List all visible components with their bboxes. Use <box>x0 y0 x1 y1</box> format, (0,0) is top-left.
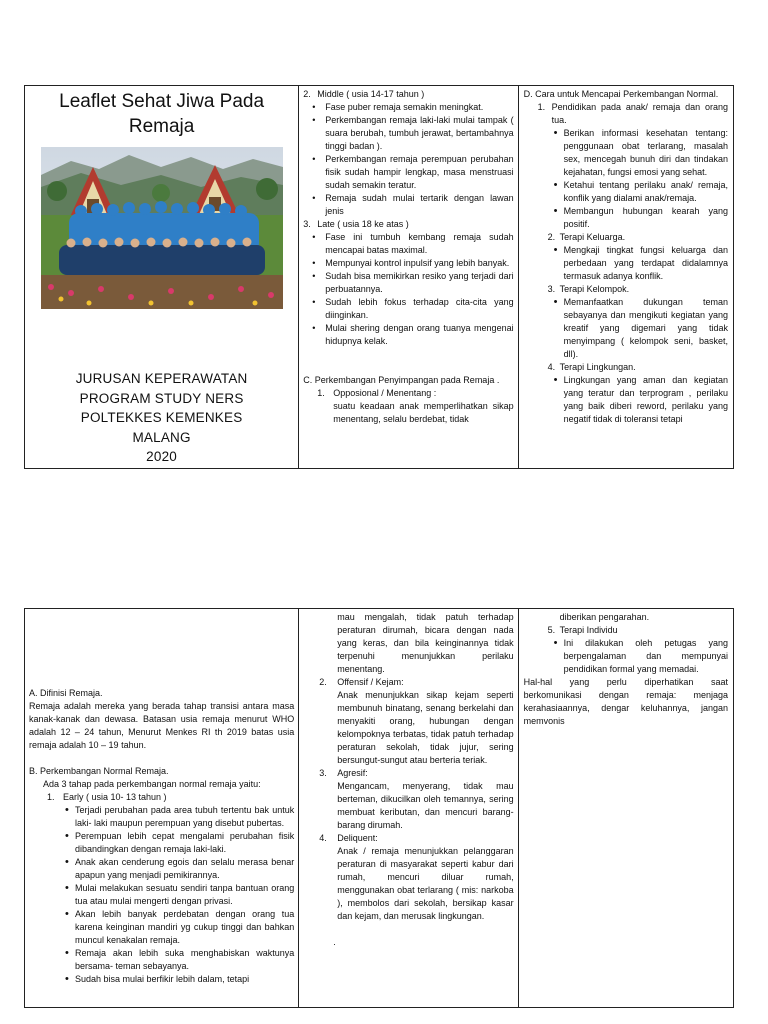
deviation-text: Anak / remaja menunjukkan pelanggaran peraturan di masyarakat seperti kabur dari rumah, mencuri diluar rumah, menggunakan obat terlarang ( mis: narkoba ), membolos dari sekolah, bersikap kasar dan kejam, dan merusak lingkungan. <box>337 846 514 921</box>
list-item: • Perempuan lebih cepat mengalami perubahan fisik dibandingkan dengan remaja laki-laki. <box>65 830 294 856</box>
institution-line: POLTEKKES KEMENKES <box>80 410 243 425</box>
stage-late: 3. Late ( usia 18 ke atas ) • Fase ini tumbuh kembang remaja sudah mencapai batas maximal. • Mempunyai kontrol inpulsif yang lebih banyak. • Sudah bisa memikirkan resiko yang terjadi dari perbuatannya. • Sudah lebih fokus terhadap cita-cita yang diinginkan. • Mulai shering dengan orang tuanya mengenai hidupnya kelak. <box>303 218 513 348</box>
institution-line: PROGRAM STUDY NERS <box>79 390 244 406</box>
panel-normal-development: D. Cara untuk Mencapai Perkembangan Normal. 1. Pendidikan pada anak/ remaja dan orang tua. • Berikan informasi kesehatan tentang: penggunaan obat terlarang, masalah sex, mencegah bunuh diri dan tindakan kejahatan, fungsi emosi yang sehat. • Ketahui tentang perilaku anak/ remaja, konflik yang dialami anak/remaja. • Membangun hubungan kearah yang positif. 2. Terapi Keluarga. • Mengkaji tingkat fungsi keluarga dan perbedaan yang terdapat didalamnya termasuk adanya konflik. 3. Terapi Kelompok. • Memanfaatkan dukungan teman sebayanya dan mengikuti kegiatan yang kreatif yang digemari yang tidak menyimpang ( kelompok seni, basket, dll). 4. Terapi Lingkungan. • Lingkungan yang aman dan kegiatan yang teratur dan terprogram , perilaku yang baik diberi reword, perilaku yang negatif tidak di toleransi tetapi <box>518 86 733 468</box>
cover-title-line: Remaja <box>128 116 195 137</box>
cover-panel <box>25 86 298 468</box>
list-item: • Fase puber remaja semakin meningkat. <box>303 101 513 114</box>
list-item: • Sudah lebih fokus terhadap cita-cita yang diinginkan. <box>303 296 513 322</box>
deviation-text: mau mengalah, tidak patuh terhadap peraturan dirumah, bicara dengan nada yang keras, dan bila keinginannya tidak terpenuhi menunjukkan perilaku menentang. <box>337 612 514 674</box>
deviation-text: suatu keadaan anak memperlihatkan sikap menentang, selalu berdebat, tidak <box>333 401 514 424</box>
list-item: • Ini dilakukan oleh petugas yang berpengalaman dan mempunyai pendidikan formal yang memadai. <box>554 637 728 676</box>
trailing-mark: . <box>333 937 336 947</box>
section-heading: B. Perkembangan Normal Remaja. <box>29 766 169 776</box>
list-item: • Perkembangan remaja perempuan perubahan fisik sudah hampir lengkap, masa menstruasi sudah semakin teratur. <box>303 153 513 192</box>
stage-heading: Late ( usia 18 ke atas ) <box>317 219 409 229</box>
list-item: • Berikan informasi kesehatan tentang: penggunaan obat terlarang, masalah sex, mencegah bunuh diri dan tindakan kejahatan, fungsi emosi yang sehat. <box>554 127 728 179</box>
deviation-text: Anak menunjukkan sikap kejam seperti membunuh binatang, senang berkelahi dan menyakiti orang, hubungan dengan kelompoknya terbatas, tidak patuh terhadap peraturan sekolah, tidak jujur, sering bersungut-sungut atau berteria teriak. <box>337 690 514 765</box>
panel-development-stages-cont: 2. Middle ( usia 14-17 tahun ) • Fase puber remaja semakin meningkat. • Perkembangan remaja laki-laki mulai tampak ( suara berubah, tumbuh jerawat, bertambahnya tinggi badan ). • Perkembangan remaja perempuan perubahan fisik sudah hampir lengkap, masa menstruasi sudah semakin teratur. • Remaja sudah mulai tertarik dengan lawan jenis 3. Late ( usia 18 ke atas ) • Fase ini tumbuh kembang remaja sudah mencapai batas maximal. • Mempunyai kontrol inpulsif yang lebih banyak. • Sudah bisa memikirkan resiko yang terjadi dari perbuatannya. • Sudah lebih fokus terhadap cita-cita yang diinginkan. • Mulai shering dengan orang tuanya mengenai hidupnya kelak. C. Perkembangan Penyimpangan pada Remaja . 1. Opposional / Menentang : suatu keadaan anak memperlihatkan sikap menentang, selalu berdebat, tidak <box>298 86 517 468</box>
list-item: • Akan lebih banyak perdebatan dengan orang tua karena keinginan mandiri yg cukup tinggi dan bahkan muncul kenakalan remaja. <box>65 908 294 947</box>
list-item: • Mengkaji tingkat fungsi keluarga dan perbedaan yang terdapat didalamnya termasuk adanya konflik. <box>554 244 728 283</box>
deviation-text: Mengancam, menyerang, tidak mau berteman, dikucilkan oleh temannya, sering membuat keributan, dan mencuri barang-barang dirumah. <box>337 781 514 830</box>
deviation-heading: Offensif / Kejam: <box>337 677 404 687</box>
institution-line: 2020 <box>146 449 178 464</box>
deviation-heading: Agresif: <box>337 768 368 778</box>
stage-heading: Early ( usia 10- 13 tahun ) <box>63 792 167 802</box>
method-heading: Terapi Kelompok. <box>559 284 630 294</box>
list-item: • Anak akan cenderung egois dan selalu merasa benar apapun yang menjadi pemikirannya. <box>65 856 294 882</box>
deviation-heading: Deliquent: <box>337 833 378 843</box>
stage-middle: 2. Middle ( usia 14-17 tahun ) • Fase puber remaja semakin meningkat. • Perkembangan remaja laki-laki mulai tampak ( suara berubah, tumbuh jerawat, bertambahnya tinggi badan ). • Perkembangan remaja perempuan perubahan fisik sudah hampir lengkap, masa menstruasi sudah semakin teratur. • Remaja sudah mulai tertarik dengan lawan jenis <box>303 88 513 218</box>
definition-text: Remaja adalah mereka yang berada tahap transisi antara masa kanak-kanak dan dewasa. Batasan usia remaja menurut WHO adalah 12 – 24 tahun, Menurut Menkes RI th 2019 batas usia remaja adalah 10 – 19 tahun. <box>29 701 295 750</box>
list-item: • Remaja sudah mulai tertarik dengan lawan jenis <box>303 192 513 218</box>
cover-title-line: Leaflet Sehat Jiwa Pada <box>59 91 265 112</box>
list-item: • Remaja akan lebih suka menghabiskan waktunya bersama- teman sebayanya. <box>65 947 294 973</box>
institution-line: JURUSAN KEPERAWATAN <box>75 371 248 386</box>
method-heading: Terapi Lingkungan. <box>559 362 636 372</box>
method-heading: Terapi Keluarga. <box>559 232 626 242</box>
stages-intro: Ada 3 tahap pada perkembangan normal remaja yaitu: <box>43 779 261 789</box>
list-item: • Sudah bisa memikirkan resiko yang terjadi dari perbuatannya. <box>303 270 513 296</box>
institution-line: MALANG <box>132 429 191 445</box>
method-text: diberikan pengarahan. <box>559 612 650 622</box>
panel-definition: A. Difinisi Remaja. Remaja adalah mereka yang berada tahap transisi antara masa kanak-kanak dan dewasa. Batasan usia remaja menurut WHO adalah 12 – 24 tahun, Menurut Menkes RI th 2019 batas usia remaja adalah 10 – 19 tahun. B. Perkembangan Normal Remaja. Ada 3 tahap pada perkembangan normal remaja yaitu: 1. Early ( usia 10- 13 tahun ) • Terjadi perubahan pada area tubuh tertentu bak untuk laki- laki maupun perempuan yang disebut pubertas. • Perempuan lebih cepat mengalami perubahan fisik dibandingkan dengan remaja laki-laki. • Anak akan cenderung egois dan selalu merasa benar apapun yang menjadi pemikirannya. • Mulai melakukan sesuatu sendiri tanpa bantuan orang tua atau mulai mengerti dengan privasi. • Akan lebih banyak perdebatan dengan orang tua karena keinginan mandiri yg cukup tinggi dan bahkan muncul kenakalan remaja. • Remaja akan lebih suka menghabiskan waktunya bersama- teman sebayanya. • Sudah bisa mulai berfikir lebih dalam, tetapi <box>25 609 298 1007</box>
institution-block <box>25 369 298 467</box>
list-item: • Mulai melakukan sesuatu sendiri tanpa bantuan orang tua atau mulai mengerti dengan privasi. <box>65 882 294 908</box>
list-item: • Memanfaatkan dukungan teman sebayanya dan mengikuti kegiatan yang kreatif yang digemari yang tidak menyimpang ( kelompok seni, basket, dll). <box>554 296 728 361</box>
closing-note: Hal-hal yang perlu diperhatikan saat berkomunikasi dengan remaja: menjaga kerahasiaannya, dengar keluhannya, jangan memvonis <box>523 677 728 726</box>
list-item: • Perkembangan remaja laki-laki mulai tampak ( suara berubah, tumbuh jerawat, bertambahnya tinggi badan ). <box>303 114 513 153</box>
method-heading: Terapi Individu <box>559 625 618 635</box>
list-item: • Lingkungan yang aman dan kegiatan yang teratur dan terprogram , perilaku yang baik diberi reword, perilaku yang negatif tidak di toleransi tetapi <box>554 374 728 426</box>
list-item: • Ketahui tentang perilaku anak/ remaja, konflik yang dialami anak/remaja. <box>554 179 728 205</box>
deviation-heading: Opposional / Menentang : <box>333 388 437 398</box>
list-item: • Mulai shering dengan orang tuanya mengenai hidupnya kelak. <box>303 322 513 348</box>
panel-deviations-cont: mau mengalah, tidak patuh terhadap peraturan dirumah, bicara dengan nada yang keras, dan bila keinginannya tidak terpenuhi menunjukkan perilaku menentang. 2. Offensif / Kejam: Anak menunjukkan sikap kejam seperti membunuh binatang, senang berkelahi dan menyakiti orang, hubungan dengan kelompoknya terbatas, tidak patuh terhadap peraturan sekolah, tidak jujur, sering bersungut-sungut atau berteria teriak. 3. Agresif: Mengancam, menyerang, tidak mau berteman, dikucilkan oleh temannya, sering membuat keributan, dan mencuri barang-barang dirumah. 4. Deliquent: Anak / remaja menunjukkan pelanggaran peraturan di masyarakat seperti kabur dari rumah, mencuri diluar rumah, menggunakan obat terlarang ( mis: narkoba ), membolos dari sekolah, bersikap kasar dan kejam, dan merusak lingkungan. . <box>298 609 517 1007</box>
stage-heading: Middle ( usia 14-17 tahun ) <box>317 89 425 99</box>
leaflet-inner-sheet <box>24 608 734 1008</box>
list-item: • Fase ini tumbuh kembang remaja sudah mencapai batas maximal. <box>303 231 513 257</box>
list-item: • Sudah bisa mulai berfikir lebih dalam, tetapi <box>65 973 294 986</box>
method-heading: Pendidikan pada anak/ remaja dan orang tua. <box>551 102 728 125</box>
section-heading: A. Difinisi Remaja. <box>29 688 103 698</box>
list-item: • Membangun hubungan kearah yang positif. <box>554 205 728 231</box>
section-heading: D. Cara untuk Mencapai Perkembangan Normal. <box>523 89 719 99</box>
section-heading: C. Perkembangan Penyimpangan pada Remaja . <box>303 375 500 385</box>
list-item: • Terjadi perubahan pada area tubuh tertentu bak untuk laki- laki maupun perempuan yang disebut pubertas. <box>65 804 294 830</box>
leaflet-outer-sheet <box>24 85 734 469</box>
panel-therapy-cont: diberikan pengarahan. 5. Terapi Individu • Ini dilakukan oleh petugas yang berpengalaman dan mempunyai pendidikan formal yang memadai. Hal-hal yang perlu diperhatikan saat berkomunikasi dengan remaja: menjaga kerahasiaannya, dengar keluhannya, jangan memvonis <box>518 609 733 1007</box>
list-item: • Mempunyai kontrol inpulsif yang lebih banyak. <box>303 257 513 270</box>
group-photo <box>41 147 283 309</box>
cover-title <box>31 89 292 139</box>
